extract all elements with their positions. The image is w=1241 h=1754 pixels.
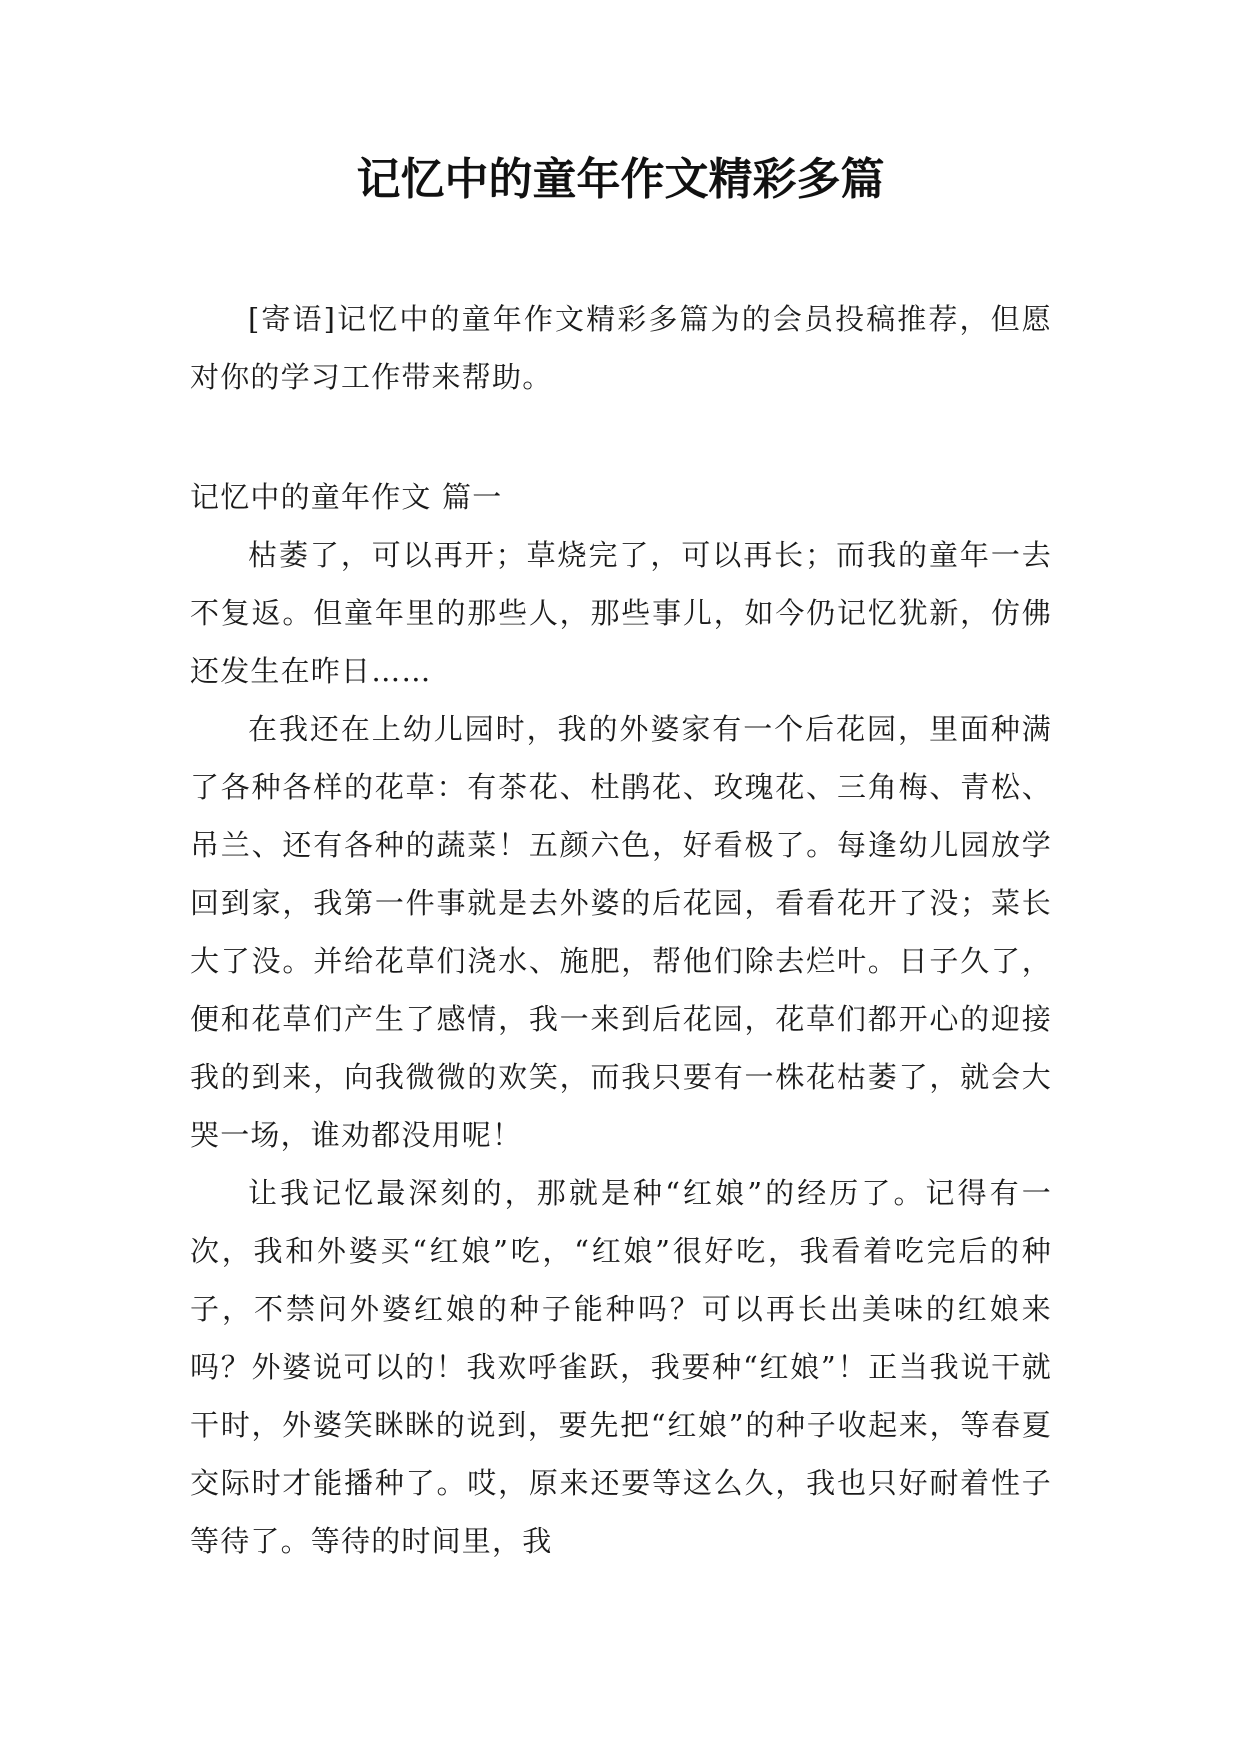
section-heading: 记忆中的童年作文 篇一 (190, 480, 503, 514)
intro-paragraph: [寄语]记忆中的童年作文精彩多篇为的会员投稿推荐，但愿对你的学习工作带来帮助。 (190, 302, 1052, 394)
document-title: 记忆中的童年作文精彩多篇 (356, 154, 885, 205)
body-paragraph-3: 让我记忆最深刻的，那就是种“红娘”的经历了。记得有一次，我和外婆买“红娘”吃，“红娘”很好吃，我看着吃完后的种子，不禁问外婆红娘的种子能种吗？可以再长出美味的红娘来吗？外婆说可以的！我欢呼雀跃，我要种“红娘”！正当我说干就干时，外婆笑眯眯的说到，要先把“红娘”的种子收起来，等春夏交际时才能播种了。哎，原来还要等这么久，我也只好耐着性子等待了。等待的时间里，我 (190, 1176, 1052, 1558)
body-paragraph-1: 枯萎了，可以再开；草烧完了，可以再长；而我的童年一去不复返。但童年里的那些人，那些事儿，如今仍记忆犹新，仿佛还发生在昨日…… (190, 538, 1052, 688)
document-body (190, 290, 1052, 1570)
body-paragraph-2: 在我还在上幼儿园时，我的外婆家有一个后花园，里面种满了各种各样的花草：有茶花、杜鹃花、玫瑰花、三角梅、青松、吊兰、还有各种的蔬菜！五颜六色，好看极了。每逢幼儿园放学回到家，我第一件事就是去外婆的后花园，看看花开了没；菜长大了没。并给花草们浇水、施肥，帮他们除去烂叶。日子久了，便和花草们产生了感情，我一来到后花园，花草们都开心的迎接我的到来，向我微微的欢笑，而我只要有一株花枯萎了，就会大哭一场，谁劝都没用呢！ (190, 712, 1052, 1152)
